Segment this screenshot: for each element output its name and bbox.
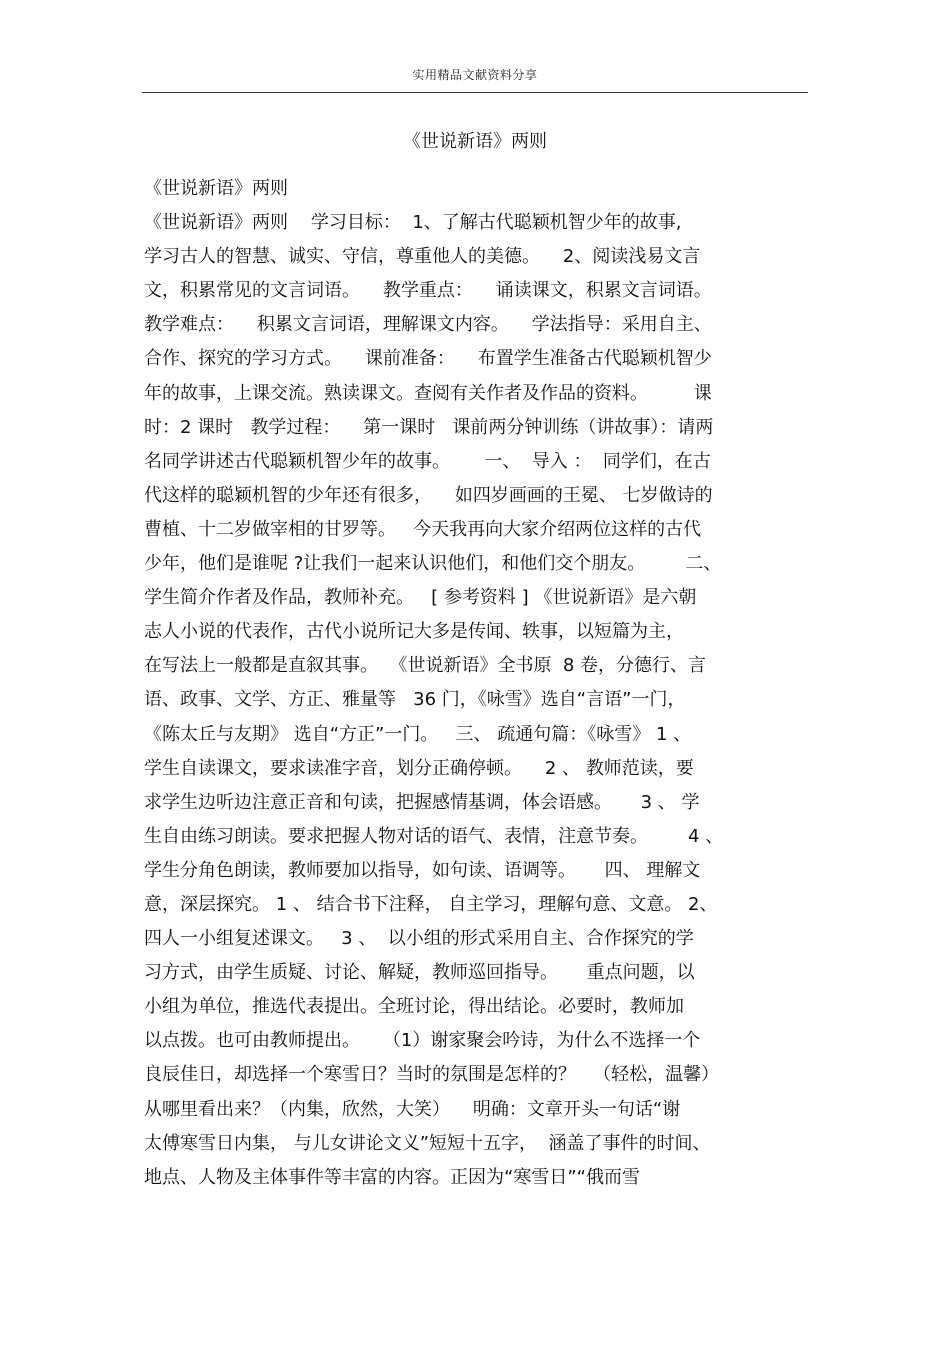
text-line: 学习古人的智慧、诚实、守信，尊重他人的美德。 2、阅读浅易文言 (144, 246, 701, 268)
text-line: 《世说新语》两则 (144, 178, 288, 199)
body-text (144, 172, 824, 1195)
text-line: 曹植、十二岁做宰相的甘罗等。 今天我再向大家介绍两位这样的古代 (144, 518, 702, 540)
text-line: 《陈太丘与友期》 选自“方正”一门。 三、 疏通句篇：《咏雪》 1 、 (144, 723, 692, 745)
header-rule (142, 92, 808, 93)
page-header: 实用精品文献资料分享 (412, 68, 538, 82)
text-line: 教学难点： 积累文言词语，理解课文内容。 学法指导：采用自主、 (144, 314, 712, 336)
text-line: 生自由练习朗读。要求把握人物对话的语气、表情，注意节奏。 4 、 (144, 825, 724, 847)
text-line: 学生自读课文，要求读准字音，划分正确停顿。 2 、 教师范读，要 (144, 757, 694, 779)
text-line: 良辰佳日，却选择一个寒雪日？当时的氛围是怎样的？ （轻松，温馨） (144, 1064, 720, 1086)
text-line: 小组为单位，推选代表提出。全班讨论，得出结论。必要时，教师加 (144, 996, 684, 1018)
text-line: 时：2 课时 教学过程： 第一课时 课前两分钟训练（讲故事）：请两 (144, 416, 714, 438)
text-line: 合作、探究的学习方式。 课前准备： 布置学生准备古代聪颖机智少 (144, 348, 712, 370)
text-line: 四人一小组复述课文。 3 、 以小组的形式采用自主、合作探究的学 (144, 928, 694, 950)
text-line: 习方式，由学生质疑、讨论、解疑，教师巡回指导。 重点问题，以 (144, 962, 695, 984)
text-line: 学生分角色朗读，教师要加以指导，如句读、语调等。 四、 理解文 (144, 859, 701, 881)
text-line: 求学生边听边注意正音和句读，把握感情基调，体会语感。 3 、 学 (144, 791, 700, 813)
text-line: 志人小说的代表作，古代小说所记大多是传闻、轶事，以短篇为主， (144, 621, 684, 643)
text-line: 从哪里看出来？（内集，欣然，大笑） 明确：文章开头一句话“谢 (144, 1098, 681, 1120)
document-title: 《世说新语》两则 (403, 131, 547, 152)
text-line: 年的故事，上课交流。熟读课文。查阅有关作者及作品的资料。 课 (144, 382, 712, 404)
text-line: 在写法上一般都是直叙其事。 《世说新语》全书原 8 卷，分德行、言 (144, 655, 707, 677)
text-line: 以点拨。也可由教师提出。 （1）谢家聚会吟诗，为什么不选择一个 (144, 1030, 701, 1052)
text-line: 少年，他们是谁呢 ?让我们一起来认识他们，和他们交个朋友。 二、 (144, 553, 722, 575)
text-line: 意，深层探究。 1 、 结合书下注释， 自主学习，理解句意、文意。 2、 (144, 893, 718, 915)
text-line: 《世说新语》两则 学习目标： 1、了解古代聪颖机智少年的故事, (144, 212, 682, 234)
text-line: 文，积累常见的文言词语。 教学重点： 诵读课文，积累文言词语。 (144, 280, 712, 302)
text-line: 太傅寒雪日内集， 与儿女讲论文义”短短十五字， 涵盖了事件的时间、 (144, 1132, 711, 1154)
text-line: 名同学讲述古代聪颖机智少年的故事。 一、 导入 ： 同学们，在古 (144, 450, 711, 472)
text-line: 地点、人物及主体事件等丰富的内容。正因为“寒雪日”“俄而雪 (144, 1166, 640, 1188)
text-line: 语、政事、文学、方正、雅量等 36 门，《咏雪》选自“言语”一门， (144, 689, 686, 711)
text-line: 代这样的聪颖机智的少年还有很多， 如四岁画画的王冕、 七岁做诗的 (144, 484, 713, 506)
text-line: 学生简介作者及作品，教师补充。 [ 参考资料 ] 《世说新语》是六朝 (144, 587, 697, 609)
